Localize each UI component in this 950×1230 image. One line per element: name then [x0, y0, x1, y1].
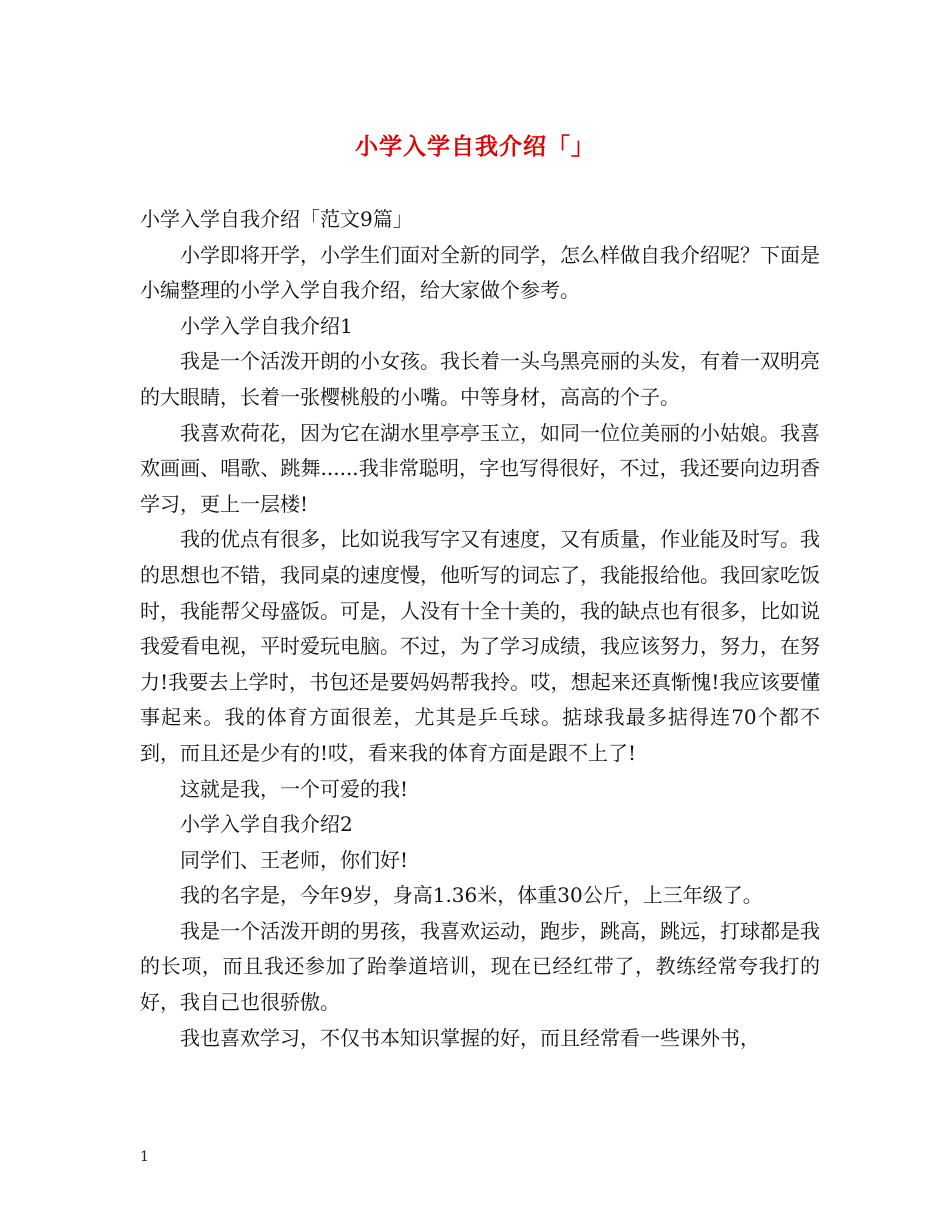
paragraph: 这就是我，一个可爱的我!	[180, 776, 409, 801]
paragraph-intro: 小学即将开学，小学生们面对全新的同学，怎么样做自我介绍呢？下面是小编整理的小学入学自我介绍，给大家做个参考。	[140, 242, 820, 303]
document-body	[140, 202, 820, 1056]
paragraph: 我的名字是，今年9岁，身高1.36米，体重30公斤，上三年级了。	[180, 883, 763, 908]
page-number: 1	[140, 1149, 149, 1165]
paragraph: 我的优点有很多，比如说我写字又有速度，又有质量，作业能及时写。我的思想也不错，我同桌的速度慢，他听写的词忘了，我能报给他。我回家吃饭时，我能帮父母盛饭。可是，人没有十全十美的，我的缺点也有很多，比如说我爱看电视，平时爱玩电脑。不过，为了学习成绩，我应该努力，努力，在努力!我要去上学时，书包还是要妈妈帮我拎。哎，想起来还真惭愧!我应该要懂事起来。我的体育方面很差，尤其是乒乓球。掂球我最多掂得连70个都不到，而且还是少有的!哎，看来我的体育方面是跟不上了!	[140, 527, 820, 765]
paragraph: 我是一个活泼开朗的小女孩。我长着一头乌黑亮丽的头发，有着一双明亮的大眼睛，长着一张樱桃般的小嘴。中等身材，高高的个子。	[140, 349, 820, 409]
paragraph: 我也喜欢学习，不仅书本知识掌握的好，而且经常看一些课外书，	[180, 1025, 760, 1050]
paragraph: 我喜欢荷花，因为它在湖水里亭亭玉立，如同一位位美丽的小姑娘。我喜欢画画、唱歌、跳舞......我非常聪明，字也写得很好，不过，我还要向边玥香学习，更上一层楼!	[140, 420, 820, 516]
section-heading-1: 小学入学自我介绍1	[180, 313, 353, 338]
paragraph: 我是一个活泼开朗的男孩，我喜欢运动，跑步，跳高，跳远，打球都是我的长项，而且我还参加了跆拳道培训，现在已经红带了，教练经常夸我打的好，我自己也很骄傲。	[140, 918, 820, 1015]
paragraph: 同学们、王老师，你们好!	[180, 847, 409, 872]
document-title: 小学入学自我介绍「」	[355, 133, 595, 160]
paragraph-subtitle: 小学入学自我介绍「范文9篇」	[140, 207, 413, 231]
section-heading-2: 小学入学自我介绍2	[180, 812, 353, 837]
